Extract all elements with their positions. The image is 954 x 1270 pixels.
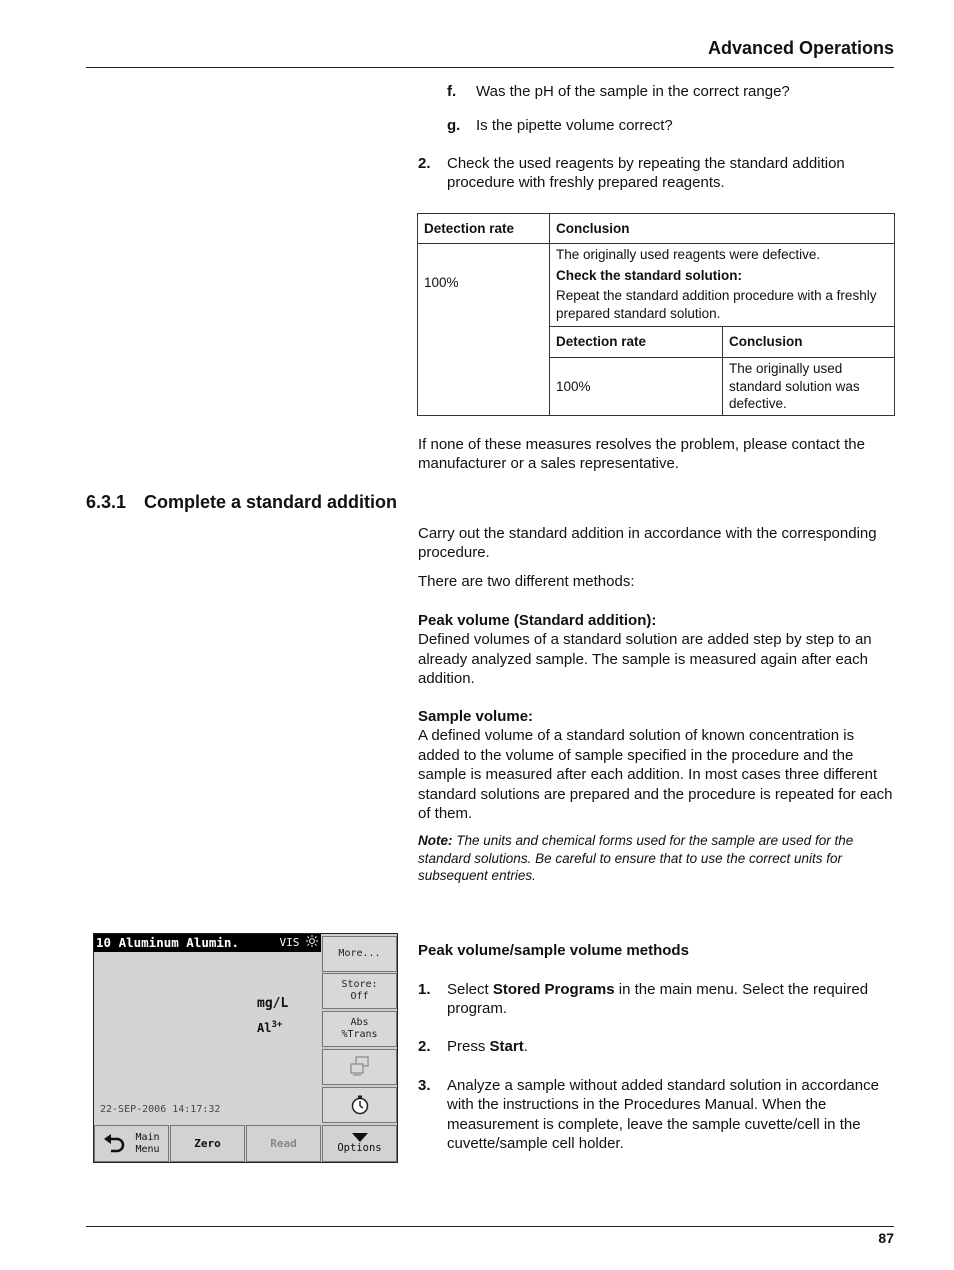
- zero-button[interactable]: Zero: [170, 1125, 245, 1162]
- trans-label: %Trans: [341, 1029, 378, 1040]
- peak-volume-text: Defined volumes of a standard solution are added step by step to an already analyzed sample. The sample is measured again after each addition.: [418, 631, 872, 688]
- method-step-2: [418, 1037, 894, 1057]
- conclusion-line1: The originally used reagents were defective.: [556, 247, 821, 262]
- step-text: [447, 980, 894, 1019]
- menu-label: Menu: [135, 1143, 160, 1155]
- table-header-conclusion: Conclusion: [550, 214, 895, 244]
- section-title: Complete a standard addition: [144, 492, 398, 512]
- step-text: [447, 1037, 894, 1056]
- note: [418, 832, 894, 885]
- inner-rate-value: 100%: [550, 357, 723, 415]
- chem-symbol: Al: [257, 1021, 272, 1035]
- method-step-3: [418, 1076, 894, 1156]
- step-text-pre: Select: [447, 981, 493, 998]
- check-item-g: [447, 116, 894, 136]
- abs-trans-button[interactable]: [322, 1011, 397, 1047]
- item-label: f.: [447, 83, 457, 100]
- screen-title-bar: [94, 934, 321, 952]
- conclusion-bold: Check the standard solution:: [556, 267, 743, 283]
- program-title: 10 Aluminum Alumin.: [96, 935, 239, 950]
- main-label: Main: [135, 1131, 160, 1143]
- note-text: The units and chemical forms used for the sample are used for the standard solutions. Be careful to ensure that to use the correct units for subsequent entries.: [418, 833, 854, 884]
- intro-paragraph-1: Carry out the standard addition in accordance with the corresponding procedure.: [418, 525, 877, 562]
- step-number: 2.: [418, 1038, 431, 1055]
- step-2: [418, 154, 894, 194]
- step-text: Analyze a sample without added standard solution in accordance with the instructions in the Procedures Manual. When the measurement is complete, leave the sample cuvette/cell in the cuvette/sample cell holder.: [447, 1077, 879, 1153]
- vis-indicator: [280, 934, 319, 952]
- inner-table-cell: [550, 327, 895, 416]
- step-number: 3.: [418, 1077, 431, 1094]
- rate-text: 100%: [424, 275, 459, 290]
- options-label: Options: [337, 1142, 382, 1154]
- contact-paragraph: If none of these measures resolves the problem, please contact the manufacturer or a sales representative.: [418, 436, 865, 473]
- chemical-form: [257, 1020, 282, 1035]
- inner-header-conclusion: Conclusion: [723, 327, 895, 357]
- methods-title: Peak volume/sample volume methods: [418, 942, 689, 959]
- detection-table: [417, 213, 895, 416]
- page-number: 87: [878, 1230, 894, 1246]
- step-number: 1.: [418, 981, 431, 998]
- step-number: 2.: [418, 155, 431, 172]
- unit-label: mg/L: [257, 996, 289, 1011]
- footer-rule: [86, 1226, 894, 1227]
- check-item-f: [447, 82, 894, 102]
- item-label: g.: [447, 117, 461, 134]
- header-rule: [86, 67, 894, 68]
- inner-conclusion: The originally used standard solution was defective.: [723, 357, 895, 415]
- lamp-icon: [306, 935, 318, 947]
- store-button[interactable]: [322, 973, 397, 1009]
- inner-table: [550, 327, 894, 415]
- sample-volume-text: A defined volume of a standard solution of known concentration is added to the volume of sample specified in the procedure and the sample is measured after each addition. In most cases three different standard solutions are prepared and the procedure is repeated for each of them.: [418, 727, 893, 823]
- main-menu-button[interactable]: [94, 1125, 169, 1162]
- more-button[interactable]: More...: [322, 936, 397, 972]
- store-state: Off: [350, 991, 369, 1002]
- store-label: Store:: [341, 979, 378, 990]
- item-text: Was the pH of the sample in the correct range?: [476, 83, 790, 100]
- triangle-down-icon: [352, 1133, 368, 1142]
- sample-volume-title: Sample volume:: [418, 708, 534, 725]
- vis-label: VIS: [279, 936, 300, 949]
- options-button[interactable]: [322, 1125, 397, 1162]
- read-button[interactable]: Read: [246, 1125, 321, 1162]
- stopwatch-icon: [349, 1094, 371, 1116]
- back-arrow-icon: [103, 1133, 131, 1155]
- running-header: Advanced Operations: [707, 38, 894, 58]
- peak-volume-block: [418, 611, 894, 689]
- abs-label: Abs: [350, 1017, 369, 1028]
- table-rate-value: [418, 244, 550, 416]
- step-text-pre: Press: [447, 1038, 490, 1055]
- date-time: 22-SEP-2006 14:17:32: [100, 1104, 221, 1115]
- peak-volume-title: Peak volume (Standard addition):: [418, 612, 657, 629]
- note-label: Note:: [418, 833, 453, 848]
- method-step-1: [418, 980, 894, 1020]
- step-text-bold: Stored Programs: [492, 981, 615, 998]
- table-header-rate: Detection rate: [418, 214, 550, 244]
- inner-header-rate: Detection rate: [550, 327, 723, 357]
- step-text-bold: Start: [489, 1038, 524, 1055]
- conclusion-line2: Repeat the standard addition procedure with a freshly prepared standard solution.: [556, 288, 877, 321]
- chem-charge: 3+: [271, 1020, 283, 1030]
- section-heading: [86, 492, 397, 513]
- step-text-post: in the main menu. Select the required program.: [447, 981, 869, 1018]
- item-text: Is the pipette volume correct?: [476, 117, 673, 134]
- sample-volume-block: [418, 707, 894, 823]
- data-transfer-icon: [348, 1056, 372, 1078]
- intro-paragraph-2: There are two different methods:: [418, 573, 635, 590]
- data-transfer-button[interactable]: [322, 1049, 397, 1085]
- step-text-post: .: [523, 1038, 528, 1055]
- step-text: Check the used reagents by repeating the standard addition procedure with freshly prepared reagents.: [447, 155, 845, 192]
- instrument-screen: [93, 933, 398, 1163]
- timer-button[interactable]: [322, 1087, 397, 1123]
- screen-display: [94, 952, 321, 1125]
- section-number: 6.3.1: [86, 492, 127, 512]
- table-conclusion-cell: [550, 244, 895, 327]
